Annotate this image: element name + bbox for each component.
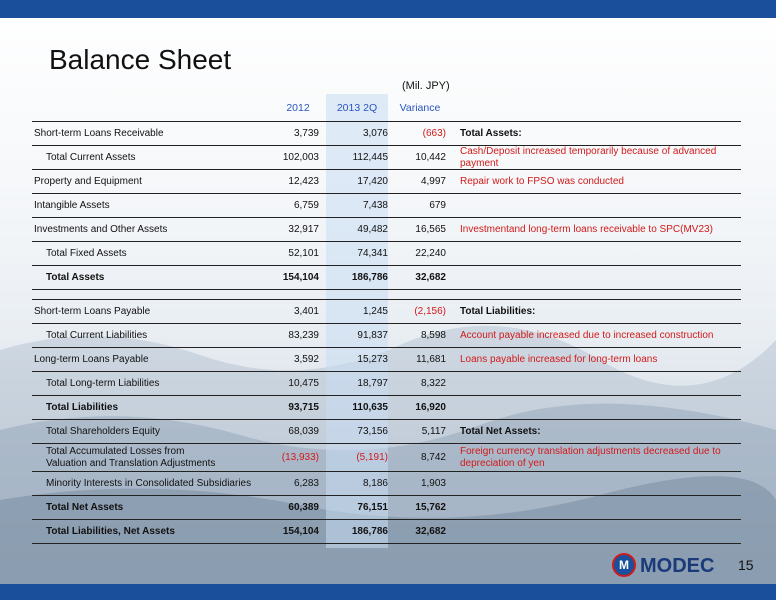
value-variance: 32,682 bbox=[415, 272, 446, 283]
row-label: Total Assets bbox=[46, 272, 105, 283]
row-label: Total Current Liabilities bbox=[46, 330, 148, 341]
modec-logo bbox=[612, 553, 724, 579]
value-2012: 6,283 bbox=[293, 478, 319, 489]
top-brand-bar bbox=[0, 0, 776, 18]
value-2012: 3,401 bbox=[293, 306, 319, 317]
value-2013: 74,341 bbox=[357, 248, 388, 259]
row-label: Minority Interests in Consolidated Subsidiaries bbox=[46, 478, 252, 489]
note-text: Loans payable increased for long-term loans bbox=[460, 353, 658, 365]
row-label: Total Current Assets bbox=[46, 152, 136, 163]
value-2013: 8,186 bbox=[362, 478, 388, 489]
note-text: Cash/Deposit increased temporarily because of advanced payment bbox=[460, 145, 717, 169]
value-2012: 93,715 bbox=[288, 402, 319, 413]
row-label-line1: Total Accumulated Losses from bbox=[46, 445, 185, 457]
value-variance: (2,156) bbox=[414, 306, 446, 317]
value-variance: 8,742 bbox=[420, 452, 446, 463]
note-text: Foreign currency translation adjustments decreased due to depreciation of yen bbox=[460, 446, 721, 469]
table-row bbox=[32, 324, 741, 348]
row-label: Short-term Loans Receivable bbox=[34, 128, 164, 139]
value-2012: 60,389 bbox=[288, 502, 319, 513]
table-row bbox=[32, 122, 741, 146]
row-label: Long-term Loans Payable bbox=[34, 354, 149, 365]
value-variance: 16,565 bbox=[415, 224, 446, 235]
value-variance: 32,682 bbox=[415, 526, 446, 537]
table-row-total bbox=[32, 266, 741, 290]
value-2012: 12,423 bbox=[288, 176, 319, 187]
unit-label: (Mil. JPY) bbox=[402, 80, 450, 92]
value-2013: 18,797 bbox=[357, 378, 388, 389]
value-2013: 76,151 bbox=[357, 502, 388, 513]
note-text: Investmentand long-term loans receivable to SPC(MV23) bbox=[460, 223, 713, 235]
value-2013: 73,156 bbox=[357, 426, 388, 437]
value-2012: 154,104 bbox=[282, 526, 319, 537]
table-row bbox=[32, 348, 741, 372]
value-2013: 49,482 bbox=[357, 224, 388, 235]
value-variance: 4,997 bbox=[420, 176, 446, 187]
row-label: Total Shareholders Equity bbox=[46, 426, 160, 437]
table-row bbox=[32, 420, 741, 444]
value-variance: 679 bbox=[429, 200, 446, 211]
row-label: Investments and Other Assets bbox=[34, 224, 168, 235]
value-2012: 32,917 bbox=[288, 224, 319, 235]
row-label-line2: Valuation and Translation Adjustments bbox=[46, 457, 216, 469]
row-label bbox=[46, 444, 215, 471]
value-variance: 8,598 bbox=[420, 330, 446, 341]
value-2012: 10,475 bbox=[288, 378, 319, 389]
column-header-2013-2q: 2013 2Q bbox=[336, 102, 378, 114]
value-variance: 15,762 bbox=[415, 502, 446, 513]
note-heading: Total Net Assets: bbox=[460, 425, 541, 437]
table-row bbox=[32, 242, 741, 266]
value-variance: 8,322 bbox=[420, 378, 446, 389]
value-2012: 154,104 bbox=[282, 272, 319, 283]
value-variance: 10,442 bbox=[415, 152, 446, 163]
value-2013: (5,191) bbox=[356, 452, 388, 463]
table-row bbox=[32, 472, 741, 496]
page-number: 15 bbox=[738, 557, 754, 573]
value-variance: (663) bbox=[422, 128, 446, 139]
table-row bbox=[32, 194, 741, 218]
table-row-total bbox=[32, 520, 741, 544]
value-2012: 3,592 bbox=[293, 354, 319, 365]
table-row bbox=[32, 300, 741, 324]
value-variance: 11,681 bbox=[416, 354, 446, 365]
value-2013: 110,635 bbox=[352, 402, 388, 413]
value-2013: 3,076 bbox=[362, 128, 388, 139]
value-2012: 102,003 bbox=[282, 152, 319, 163]
value-2012: 83,239 bbox=[288, 330, 319, 341]
table-row bbox=[32, 170, 741, 194]
page-title: Balance Sheet bbox=[49, 44, 232, 75]
logo-mark-icon: M bbox=[612, 553, 636, 577]
column-header-variance: Variance bbox=[399, 102, 441, 114]
value-2013: 7,438 bbox=[362, 200, 388, 211]
value-2013: 15,273 bbox=[357, 354, 388, 365]
value-variance: 16,920 bbox=[415, 402, 446, 413]
note-text: Account payable increased due to increased construction bbox=[460, 329, 714, 341]
table-row bbox=[32, 218, 741, 242]
value-2013: 186,786 bbox=[351, 272, 388, 283]
value-2013: 17,420 bbox=[357, 176, 388, 187]
column-header-2012: 2012 bbox=[286, 102, 310, 114]
row-label: Total Long-term Liabilities bbox=[46, 378, 160, 389]
table-row bbox=[32, 146, 741, 170]
value-2012: 68,039 bbox=[288, 426, 319, 437]
row-label: Total Net Assets bbox=[46, 502, 124, 513]
row-label: Total Liabilities bbox=[46, 402, 119, 413]
value-2013: 1,245 bbox=[362, 306, 388, 317]
row-label: Total Fixed Assets bbox=[46, 248, 127, 259]
note-heading: Total Assets: bbox=[460, 127, 522, 139]
value-2013: 186,786 bbox=[351, 526, 388, 537]
row-label: Short-term Loans Payable bbox=[34, 306, 151, 317]
value-2013: 91,837 bbox=[357, 330, 388, 341]
note-text: Repair work to FPSO was conducted bbox=[460, 175, 624, 187]
value-2012: 52,101 bbox=[288, 248, 319, 259]
note-heading: Total Liabilities: bbox=[460, 305, 536, 317]
value-2012: 6,759 bbox=[293, 200, 319, 211]
bottom-brand-bar bbox=[0, 584, 776, 600]
value-2012: (13,933) bbox=[281, 452, 319, 463]
row-label: Intangible Assets bbox=[34, 200, 110, 211]
logo-text: MODEC bbox=[640, 555, 715, 577]
value-variance: 1,903 bbox=[420, 478, 446, 489]
table-row-total bbox=[32, 396, 741, 420]
value-2012: 3,739 bbox=[293, 128, 319, 139]
value-variance: 5,117 bbox=[421, 426, 446, 437]
table-row bbox=[32, 372, 741, 396]
row-label: Total Liabilities, Net Assets bbox=[46, 526, 175, 537]
row-label: Property and Equipment bbox=[34, 176, 142, 187]
value-variance: 22,240 bbox=[415, 248, 446, 259]
table-row bbox=[32, 444, 741, 472]
table-row-total bbox=[32, 496, 741, 520]
value-2013: 112,445 bbox=[352, 152, 388, 163]
